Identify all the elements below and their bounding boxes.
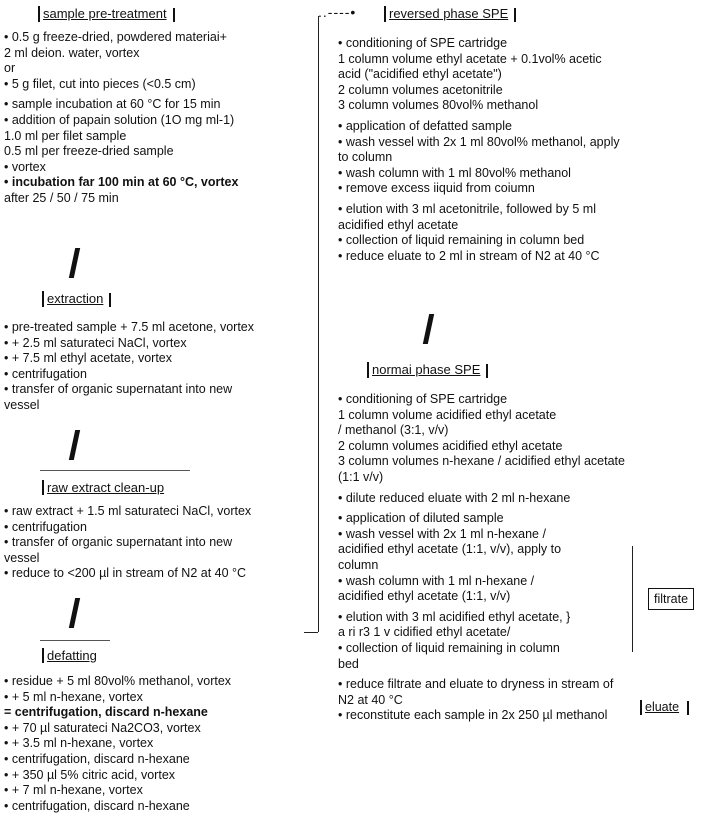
defatting-steps [4,674,231,814]
step-line: • wash vessel with 2x 1 ml 80vol% methanol, apply [338,134,620,149]
step-line: • centrifugation [4,519,87,534]
arrow-to-normal-phase [423,314,434,344]
step-line: after 25 / 50 / 75 min [4,190,119,205]
step-line: • conditioning of SPE cartridge [338,36,508,50]
pretreatment-steps [4,30,238,207]
step-line: acidified ethyl acetate [338,217,459,232]
step-line: • application of defatted sample [338,118,512,133]
step-line: = centrifugation, discard n-hexane [4,705,208,720]
step-line: • transfer of organic supernatant into new [4,382,233,397]
step-line: 3 column volumes n-hexane / acidified ethyl acetate [338,454,625,469]
step-line: • wash column with 1 ml n-hexane / [338,573,535,588]
step-line: • centrifugation, discard n-hexane [4,798,190,813]
step-line: • application of diluted sample [338,511,504,526]
normal-phase-header: normai phase SPE [367,362,488,378]
step-line: • + 70 µl saturateci Na2CO3, vortex [4,720,201,735]
defatting-rule [40,640,110,641]
step-line: • addition of papain solution (1O mg ml-1) [4,112,235,127]
step-line: acid ("acidified ethyl acetate") [338,67,502,82]
step-line: N2 at 40 °C [338,692,403,707]
cleanup-rule [40,470,190,471]
step-line: • + 5 ml n-hexane, vortex [4,689,143,704]
connector-bottom [304,632,318,633]
reversed-phase-header: reversed phase SPE [384,6,516,22]
step-line: • reconstitute each sample in 2x 250 µl methanol [338,708,608,723]
step-line: • + 350 µl 5% citric acid, vortex [4,767,176,782]
step-line: • wash column with 1 ml 80vol% methanol [338,165,571,180]
step-line: • incubation far 100 min at 60 °C, vortex [4,175,239,190]
step-line: acidified ethyl acetate (1:1, v/v), apply to [338,542,562,557]
step-line: 1.0 ml per filet sample [4,128,127,143]
defatting-header: defatting [42,648,97,663]
step-line: column [338,557,379,572]
step-line: • centrifugation [4,366,87,381]
step-line: acidified ethyl acetate (1:1, v/v) [338,589,511,604]
step-line: a ri r3 1 v cidified ethyl acetate/ [338,625,511,640]
normal-phase-steps [338,392,625,724]
arrow-to-cleanup [69,430,80,460]
step-line: • wash vessel with 2x 1 ml n-hexane / [338,526,546,541]
arrow-to-defatting [69,598,80,628]
step-line: to column [338,150,393,165]
extraction-header: extraction [42,291,111,307]
step-line: • residue + 5 ml 80vol% methanol, vortex [4,674,232,688]
step-line: / methanol (3:1, v/v) [338,423,449,438]
step-line: • 5 g filet, cut into pieces (<0.5 cm) [4,76,196,91]
reversed-phase-steps [338,36,620,264]
connector-line [318,16,319,632]
filtrate-bracket [632,546,633,652]
step-line: or [4,61,16,76]
step-line: 2 column volumes acetonitrile [338,82,503,97]
step-line: • transfer of organic supernatant into new [4,535,233,550]
step-line: • pre-treated sample + 7.5 ml acetone, vortex [4,320,254,334]
step-line: • + 7 ml n-hexane, vortex [4,783,143,798]
step-line: • collection of liquid remaining in column bed [338,233,585,248]
cleanup-header: raw extract clean-up [42,480,164,495]
cleanup-steps [4,504,251,582]
step-line: • raw extract + 1.5 ml saturateci NaCl, vortex [4,504,252,518]
step-line: 1 column volume ethyl acetate + 0.1vol% acetic [338,51,602,66]
pretreatment-header: sample pre-treatment [38,6,175,22]
step-line: • vortex [4,159,46,174]
connector-dots: ..----• [318,4,357,20]
step-line: 1 column volume acidified ethyl acetate [338,407,557,422]
extraction-steps [4,320,254,414]
arrow-to-extraction [69,248,80,278]
step-line: • elution with 3 ml acetonitrile, followed by 5 ml [338,201,596,216]
step-line: • reduce to <200 µl in stream of N2 at 40 °C [4,566,247,581]
step-line: (1:1 v/v) [338,469,384,484]
step-line: • 0.5 g freeze-dried, powdered materiai+ [4,30,227,44]
step-line: 2 ml deion. water, vortex [4,45,140,60]
step-line: • sample incubation at 60 °C for 15 min [4,97,221,112]
step-line: 3 column volumes 80vol% methanol [338,98,539,113]
step-line: vessel [4,397,40,412]
step-line: • elution with 3 ml acidified ethyl acetate, } [338,609,571,624]
filtrate-label: filtrate [648,588,694,610]
step-line: • conditioning of SPE cartridge [338,392,508,406]
step-line: 0.5 ml per freeze-dried sample [4,144,174,159]
step-line: • centrifugation, discard n-hexane [4,751,190,766]
step-line: bed [338,656,359,671]
eluate-label: eluate [640,700,689,715]
step-line: • + 7.5 ml ethyl acetate, vortex [4,351,172,366]
step-line: • remove excess iiquid from coiumn [338,181,535,196]
step-line: • dilute reduced eluate with 2 ml n-hexane [338,490,571,505]
step-line: • collection of liquid remaining in column [338,640,560,655]
step-line: • reduce filtrate and eluate to dryness in stream of [338,677,614,692]
step-line: • + 3.5 ml n-hexane, vortex [4,736,154,751]
step-line: • + 2.5 ml saturateci NaCl, vortex [4,335,187,350]
step-line: 2 column volumes acidified ethyl acetate [338,438,563,453]
step-line: • reduce eluate to 2 ml in stream of N2 at 40 °C [338,248,600,263]
step-line: vessel [4,550,40,565]
